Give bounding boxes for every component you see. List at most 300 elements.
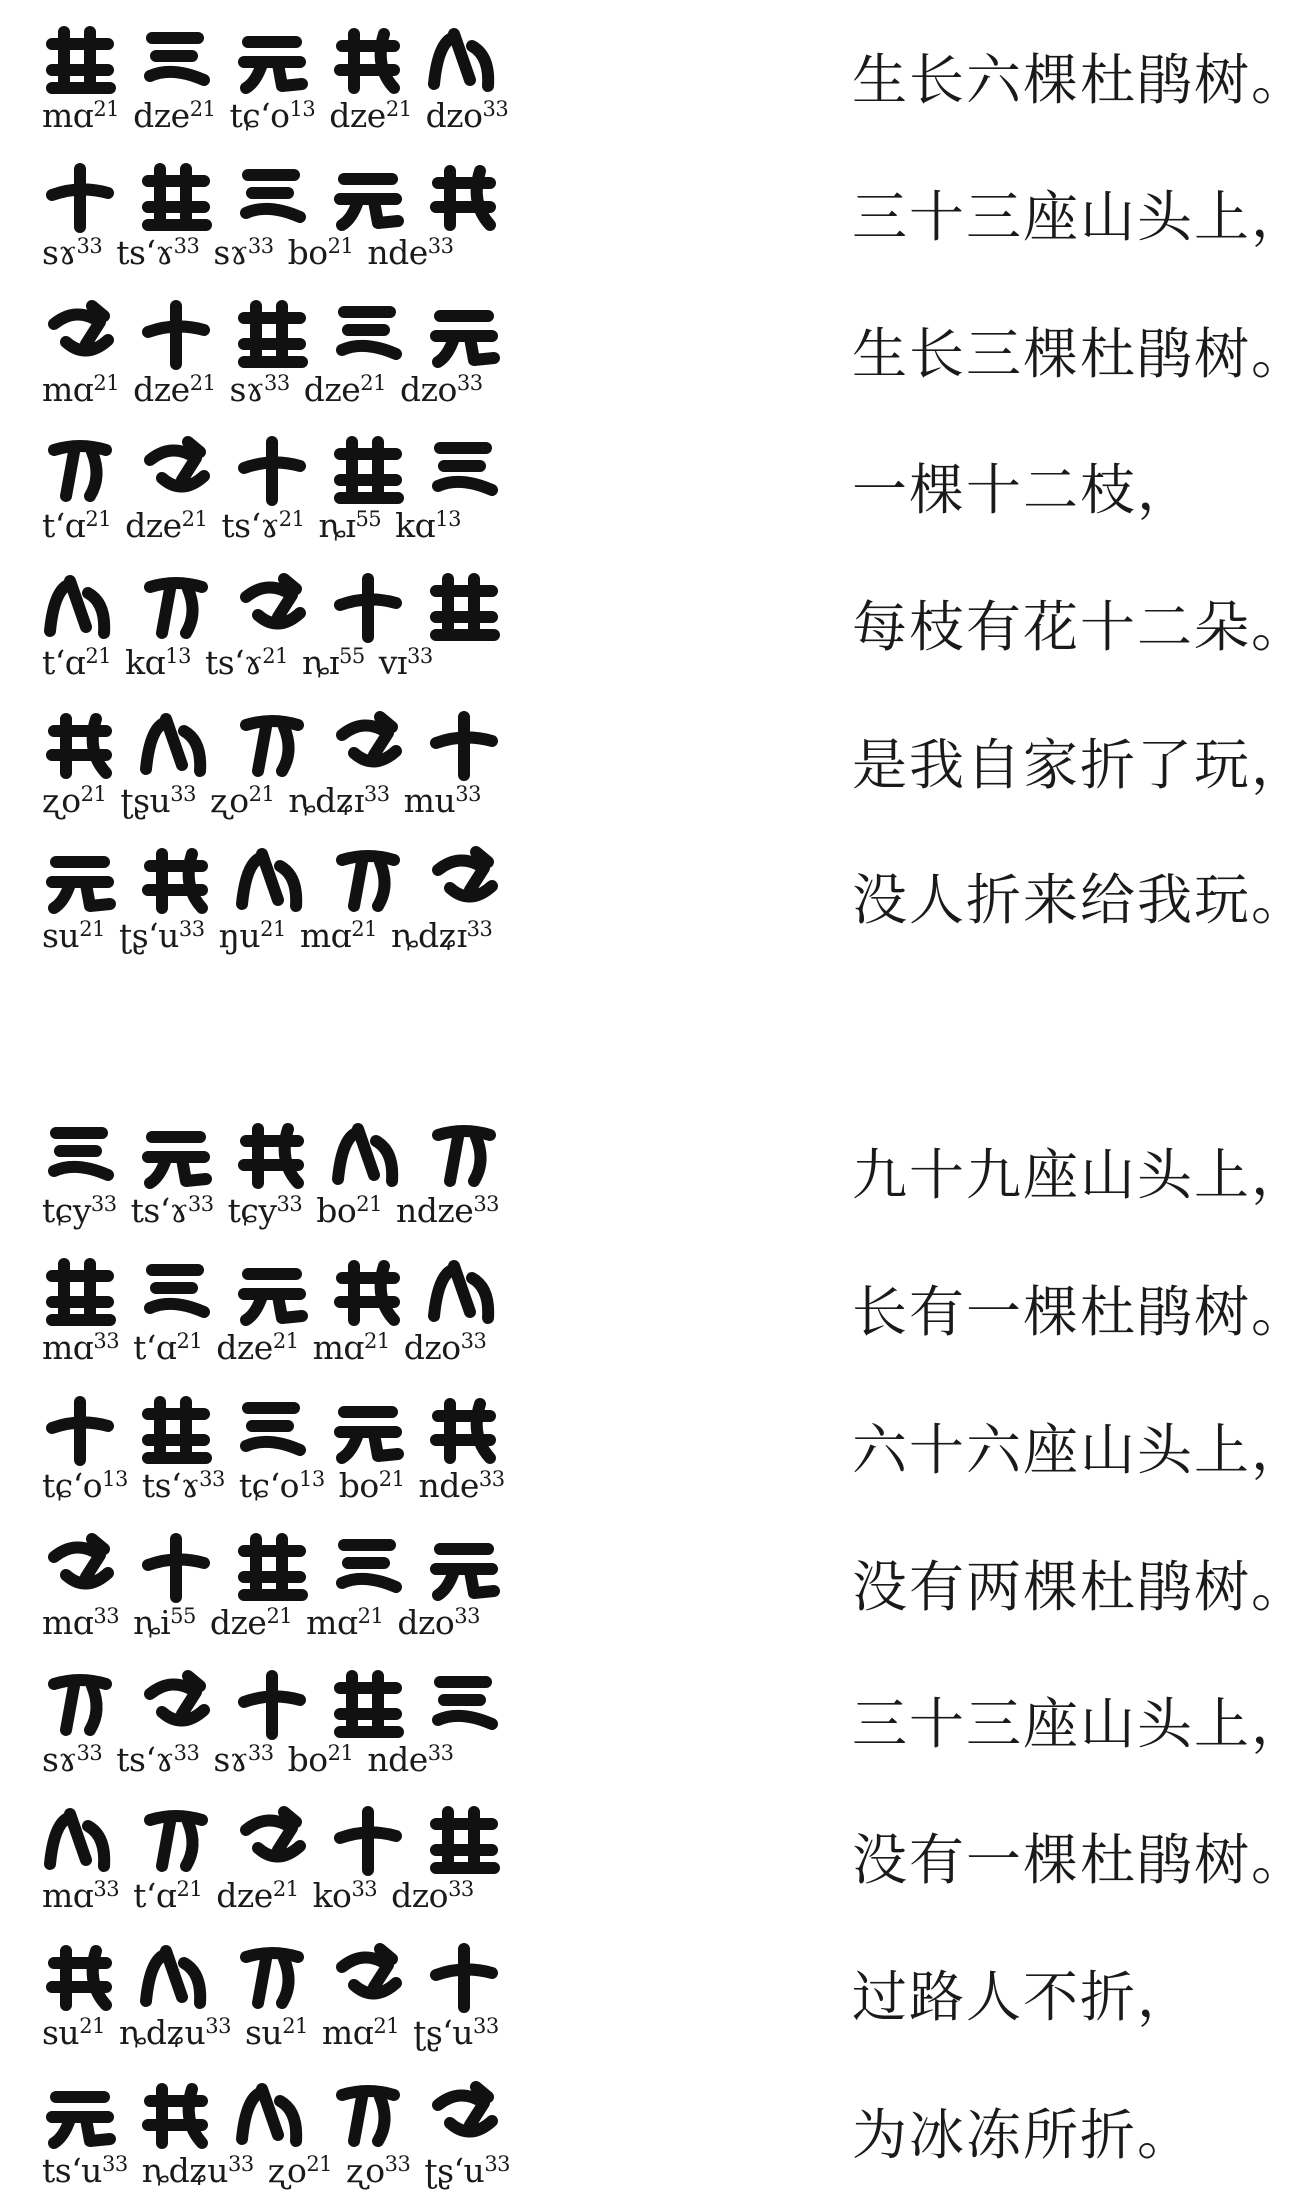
syllable	[125, 504, 207, 548]
syllable	[288, 779, 389, 823]
tone-number: 21	[385, 97, 412, 121]
syllable	[216, 1874, 298, 1918]
tone-number: 21	[181, 507, 208, 531]
romanization	[42, 1874, 542, 1918]
verse-line	[0, 840, 1312, 976]
pictograph-glyph	[242, 2089, 296, 2141]
tone-number: 33	[473, 2014, 499, 2038]
tone-number: 21	[356, 1192, 383, 1216]
tone-number: 21	[176, 1877, 203, 1901]
pictograph-glyph	[52, 719, 106, 773]
pictograph-glyph	[146, 719, 200, 771]
tone-number: 33	[482, 97, 509, 121]
syllable	[322, 2011, 399, 2055]
syllable-text: dze	[125, 506, 182, 545]
syllable	[396, 1189, 499, 1233]
syllable	[213, 1738, 273, 1782]
syllable	[219, 914, 286, 958]
syllable-text: dze	[216, 1328, 273, 1367]
syllable-text: dzo	[403, 1328, 461, 1367]
syllable-text: mɑ	[42, 1603, 94, 1642]
pictograph-glyph	[52, 169, 108, 227]
verse-line	[0, 567, 1312, 703]
syllable-text: mɑ	[299, 916, 352, 955]
tone-number: 21	[363, 1329, 390, 1353]
pictograph-glyph	[244, 42, 302, 88]
romanization	[42, 368, 542, 412]
pictograph-glyph	[438, 1131, 490, 1181]
pictograph-glyph	[148, 2089, 202, 2143]
tone-number: 33	[170, 782, 196, 806]
syllable	[120, 779, 196, 823]
pictograph-glyph	[52, 1264, 110, 1320]
tone-number: 33	[76, 1741, 103, 1765]
syllable-text: tsʻu	[42, 2151, 102, 2190]
syllable-text: sɤ	[229, 370, 264, 409]
verse-line	[0, 1664, 1312, 1800]
syllable	[133, 94, 215, 138]
syllable	[210, 1601, 292, 1645]
pictograph-glyph	[148, 1539, 204, 1597]
syllable	[413, 2011, 499, 2055]
tone-number: 21	[266, 1604, 293, 1628]
tone-number: 33	[466, 917, 493, 941]
pictograph-glyph	[436, 579, 494, 635]
chinese-translation: 每枝有花十二朵。	[852, 595, 1309, 659]
syllable-text: mɑ	[312, 1328, 364, 1367]
syllable-text: mɑ	[321, 2013, 374, 2052]
verse-line	[0, 430, 1312, 566]
tone-number: 33	[173, 1741, 200, 1765]
syllable-text: ȵi	[133, 1603, 171, 1642]
pictograph-glyph	[52, 2097, 110, 2143]
romanization	[42, 1601, 542, 1645]
syllable-text: su	[42, 2013, 80, 2052]
syllable-text: dzo	[400, 370, 457, 409]
pictograph-glyph	[54, 306, 108, 351]
romanization	[42, 1464, 542, 1508]
tone-number: 21	[189, 97, 216, 121]
syllable	[400, 368, 483, 412]
tone-number: 33	[76, 234, 103, 258]
tone-number: 33	[427, 1741, 454, 1765]
syllable	[391, 1874, 474, 1918]
chinese-translation: 六十六座山头上，	[852, 1418, 1309, 1482]
syllable-text: mɑ	[42, 1328, 94, 1367]
syllable-text: tʻɑ	[42, 506, 86, 545]
pictograph-glyph	[150, 1676, 204, 1721]
tone-number: 33	[199, 1467, 225, 1491]
tone-number: 21	[93, 371, 120, 395]
syllable-text: tɕy	[42, 1191, 91, 1230]
chinese-translation: 为冰冻所折。	[852, 2103, 1195, 2167]
syllable-text: ʈʂʻu	[413, 2013, 474, 2052]
tone-number: 33	[460, 1329, 487, 1353]
verse-line	[0, 1252, 1312, 1388]
syllable	[133, 368, 215, 412]
tone-number: 21	[360, 371, 386, 395]
romanization	[42, 94, 542, 138]
syllable	[418, 1464, 504, 1508]
syllable-text: dzo	[397, 1603, 455, 1642]
syllable	[213, 231, 273, 275]
tone-number: 33	[205, 2014, 231, 2038]
syllable-text: ȵdʑu	[141, 2151, 228, 2190]
tone-number: 33	[276, 1192, 303, 1216]
pictograph-glyph	[436, 316, 494, 362]
syllable	[239, 1464, 325, 1508]
verse-line	[0, 705, 1312, 841]
tone-number: 33	[484, 2152, 511, 2176]
pictograph-glyph	[146, 1951, 200, 2003]
syllable	[306, 1601, 383, 1645]
syllable	[288, 231, 354, 275]
chinese-translation: 长有一棵杜鹃树。	[852, 1280, 1309, 1344]
syllable-text: tsʻɤ	[116, 233, 174, 272]
tone-number: 33	[427, 234, 454, 258]
syllable	[42, 1601, 119, 1645]
pictograph-glyph	[54, 1680, 106, 1730]
pictograph-glyph	[340, 442, 398, 498]
syllable	[395, 504, 461, 548]
tone-number: 55	[355, 507, 382, 531]
pictograph-glyph	[150, 583, 202, 633]
syllable	[228, 1189, 303, 1233]
syllable	[313, 1874, 378, 1918]
tone-number: 13	[289, 97, 316, 121]
syllable-text: ʈʂu	[120, 781, 171, 820]
syllable	[42, 779, 106, 823]
tone-number: 21	[373, 2014, 400, 2038]
pictograph-glyph	[340, 1412, 398, 1458]
syllable-text: ʐo	[42, 781, 81, 820]
syllable	[205, 641, 288, 685]
tone-number: 33	[478, 1467, 505, 1491]
syllable	[42, 1326, 119, 1370]
pictograph-glyph	[338, 1129, 392, 1181]
syllable-text: dze	[329, 96, 386, 135]
tone-number: 33	[93, 1329, 120, 1353]
syllable	[133, 1874, 202, 1918]
syllable	[42, 1464, 128, 1508]
verse-line	[0, 20, 1312, 156]
syllable-text: ȵdʑɪ	[288, 781, 364, 820]
tone-number: 33	[93, 1877, 120, 1901]
pictograph-glyph	[246, 721, 298, 771]
syllable	[42, 641, 111, 685]
tone-number: 55	[170, 1604, 196, 1628]
romanization	[42, 1189, 542, 1233]
syllable	[424, 2149, 510, 2193]
syllable	[229, 368, 289, 412]
syllable	[133, 1326, 202, 1370]
syllable-text: ȵdʑɪ	[391, 916, 467, 955]
tone-number: 33	[455, 782, 481, 806]
syllable-text: bo	[287, 233, 328, 272]
syllable-text: bo	[287, 1740, 328, 1779]
syllable	[397, 1601, 480, 1645]
syllable-text: ʐo	[267, 2151, 307, 2190]
syllable-text: ko	[312, 1876, 352, 1915]
syllable	[379, 641, 433, 685]
syllable-text: su	[244, 2013, 283, 2052]
pictograph-glyph	[150, 1816, 202, 1866]
syllable-text: nde	[367, 1740, 428, 1779]
pictograph-glyph	[244, 1274, 302, 1320]
pictograph-glyph	[246, 1408, 300, 1450]
syllable	[133, 1601, 196, 1645]
syllable	[116, 231, 199, 275]
tone-number: 33	[173, 234, 200, 258]
pictograph-glyph	[436, 1812, 494, 1868]
tone-number: 21	[282, 2014, 308, 2038]
tone-number: 33	[454, 1604, 480, 1628]
syllable	[42, 2011, 105, 2055]
romanization	[42, 504, 542, 548]
tone-number: 21	[278, 507, 305, 531]
pictograph-glyph	[52, 1402, 108, 1460]
tone-number: 13	[435, 507, 462, 531]
pictograph-glyph	[342, 856, 394, 906]
syllable-text: tʻɑ	[133, 1328, 177, 1367]
tone-number: 33	[384, 2152, 411, 2176]
syllable-text: sɤ	[42, 233, 77, 272]
pictograph-glyph	[342, 717, 396, 762]
pictograph-glyph	[342, 1545, 396, 1587]
syllable	[288, 1738, 354, 1782]
tone-number: 33	[473, 1192, 500, 1216]
tone-number: 21	[248, 782, 275, 806]
chinese-translation: 没有两棵杜鹃树。	[852, 1555, 1309, 1619]
tone-number: 21	[351, 917, 378, 941]
syllable-text: kɑ	[395, 506, 436, 545]
tone-number: 21	[79, 917, 105, 941]
verse-line	[0, 2075, 1312, 2211]
tone-number: 13	[298, 1467, 325, 1491]
syllable	[131, 1189, 214, 1233]
pictograph-glyph	[438, 1682, 492, 1724]
tone-number: 33	[456, 371, 483, 395]
pictograph-glyph	[246, 1953, 298, 2003]
syllable-text: ndze	[396, 1191, 474, 1230]
syllable	[142, 1464, 225, 1508]
chinese-translation: 没人折来给我玩。	[852, 868, 1309, 932]
verse-line	[0, 1115, 1312, 1251]
syllable	[42, 368, 119, 412]
tone-number: 21	[79, 2014, 105, 2038]
syllable	[119, 2011, 231, 2055]
pictograph-glyph	[148, 1402, 206, 1458]
syllable	[404, 779, 481, 823]
tone-number: 33	[351, 1877, 378, 1901]
syllable-text: ȵdʑu	[118, 2013, 206, 2052]
romanization	[42, 641, 542, 685]
pictograph-glyph	[434, 34, 488, 86]
syllable	[116, 1738, 199, 1782]
pictograph-glyph	[148, 169, 206, 225]
chinese-translation: 过路人不折，	[852, 1965, 1195, 2029]
tone-number: 33	[448, 1877, 474, 1901]
tone-number: 13	[165, 644, 191, 668]
syllable	[367, 231, 453, 275]
syllable-text: dzo	[425, 96, 483, 135]
chinese-translation: 三十三座山头上，	[852, 185, 1309, 249]
syllable-text: tsʻɤ	[116, 1740, 174, 1779]
tone-number: 21	[189, 371, 216, 395]
syllable	[42, 504, 111, 548]
syllable	[221, 504, 304, 548]
romanization	[42, 1738, 542, 1782]
verse-line	[0, 1390, 1312, 1526]
syllable	[125, 641, 191, 685]
pictograph-glyph	[150, 442, 204, 487]
pictograph-glyph	[438, 448, 492, 490]
pictograph-glyph	[54, 1133, 108, 1175]
pictograph-glyph	[244, 442, 300, 500]
romanization	[42, 779, 542, 823]
pictograph-glyph	[340, 34, 394, 88]
syllable-text: mu	[403, 781, 456, 820]
syllable-text: ʐo	[346, 2151, 385, 2190]
syllable	[346, 2149, 410, 2193]
pictograph-glyph	[148, 854, 202, 908]
tone-number: 21	[272, 1329, 299, 1353]
verse-line	[0, 1800, 1312, 1936]
chinese-translation: 九十九座山头上，	[852, 1143, 1309, 1207]
syllable	[42, 231, 102, 275]
chinese-translation: 是我自家折了玩，	[852, 733, 1309, 797]
syllable-text: mɑ	[42, 370, 94, 409]
syllable-text: ʈʂʻu	[424, 2151, 485, 2190]
tone-number: 33	[228, 2152, 254, 2176]
pictograph-glyph	[340, 579, 396, 637]
verse-line	[0, 157, 1312, 293]
tone-number: 21	[262, 644, 289, 668]
tone-number: 33	[178, 917, 205, 941]
syllable-text: tɕʻo	[42, 1466, 103, 1505]
tone-number: 21	[85, 507, 112, 531]
pictograph-glyph	[54, 446, 106, 496]
syllable-text: bo	[338, 1466, 379, 1505]
tone-number: 21	[176, 1329, 203, 1353]
chinese-translation: 生长六棵杜鹃树。	[852, 48, 1309, 112]
tone-number: 21	[327, 1741, 354, 1765]
pictograph-glyph	[340, 179, 398, 225]
chinese-translation: 没有一棵杜鹃树。	[852, 1828, 1309, 1892]
tone-number: 33	[187, 1192, 214, 1216]
syllable-text: kɑ	[125, 643, 166, 682]
pictograph-glyph	[52, 862, 110, 908]
pictograph-glyph	[246, 175, 300, 217]
syllable-text: dzo	[391, 1876, 449, 1915]
pictograph-glyph	[244, 306, 302, 362]
syllable-text: vɪ	[378, 643, 407, 682]
syllable-text: mɑ	[42, 96, 94, 135]
pictograph-glyph	[246, 1812, 300, 1857]
syllable-text: tsʻɤ	[204, 643, 263, 682]
tone-number: 21	[306, 2152, 333, 2176]
pictograph-glyph	[342, 2091, 394, 2141]
pictograph-glyph	[438, 2087, 492, 2132]
syllable-text: mɑ	[306, 1603, 358, 1642]
syllable-text: tsʻɤ	[130, 1191, 188, 1230]
pictograph-glyph	[50, 1814, 104, 1866]
tone-number: 33	[93, 1604, 120, 1628]
verse-line	[0, 1527, 1312, 1663]
syllable-text: ȵɪ	[318, 506, 356, 545]
pictograph-glyph	[342, 312, 396, 354]
syllable	[42, 1189, 117, 1233]
syllable	[42, 1874, 119, 1918]
syllable	[229, 94, 315, 138]
tone-number: 13	[102, 1467, 128, 1491]
syllable-text: bo	[316, 1191, 357, 1230]
syllable-text: dze	[303, 370, 361, 409]
pictograph-glyph	[244, 1129, 298, 1183]
pictograph-glyph	[342, 1949, 396, 1994]
pictograph-glyph	[436, 1549, 494, 1595]
pictograph-glyph	[52, 1951, 106, 2005]
syllable	[302, 641, 365, 685]
pictograph-glyph	[148, 1137, 206, 1183]
tone-number: 21	[85, 644, 112, 668]
syllable-text: nde	[418, 1466, 479, 1505]
syllable-text: sɤ	[213, 233, 248, 272]
chinese-translation: 三十三座山头上，	[852, 1692, 1309, 1756]
pictograph-glyph	[54, 1539, 108, 1584]
syllable-text: tsʻɤ	[141, 1466, 200, 1505]
pictograph-glyph	[50, 581, 104, 633]
syllable-text: tɕy	[227, 1191, 277, 1230]
syllable	[42, 2149, 128, 2193]
syllable-text: su	[42, 916, 80, 955]
pictograph-glyph	[246, 579, 300, 624]
tone-number: 21	[80, 782, 107, 806]
syllable	[426, 94, 509, 138]
romanization	[42, 1326, 542, 1370]
syllable	[300, 914, 377, 958]
syllable	[216, 1326, 298, 1370]
syllable-text: dze	[216, 1876, 273, 1915]
syllable	[42, 94, 119, 138]
pictograph-glyph	[150, 1270, 204, 1312]
syllable	[245, 2011, 308, 2055]
syllable	[329, 94, 411, 138]
syllable-text: tsʻɤ	[221, 506, 279, 545]
tone-number: 33	[247, 1741, 274, 1765]
tone-number: 55	[339, 644, 365, 668]
tone-number: 33	[247, 234, 274, 258]
pictograph-glyph	[434, 1266, 488, 1318]
tone-number: 33	[90, 1192, 117, 1216]
pictograph-glyph	[242, 854, 296, 906]
syllable	[404, 1326, 487, 1370]
tone-number: 21	[272, 1877, 299, 1901]
syllable	[391, 914, 492, 958]
tone-number: 21	[260, 917, 286, 941]
pictograph-glyph	[436, 717, 492, 775]
syllable-text: ʈʂʻu	[118, 916, 179, 955]
syllable	[339, 1464, 405, 1508]
verse-line	[0, 1937, 1312, 2073]
syllable-text: ŋu	[218, 916, 261, 955]
tone-number: 21	[327, 234, 354, 258]
pictograph-glyph	[340, 1812, 396, 1870]
pictograph-glyph	[436, 1404, 490, 1458]
syllable-text: tɕʻo	[238, 1466, 299, 1505]
syllable-text: sɤ	[42, 1740, 77, 1779]
syllable-text: nde	[367, 233, 428, 272]
